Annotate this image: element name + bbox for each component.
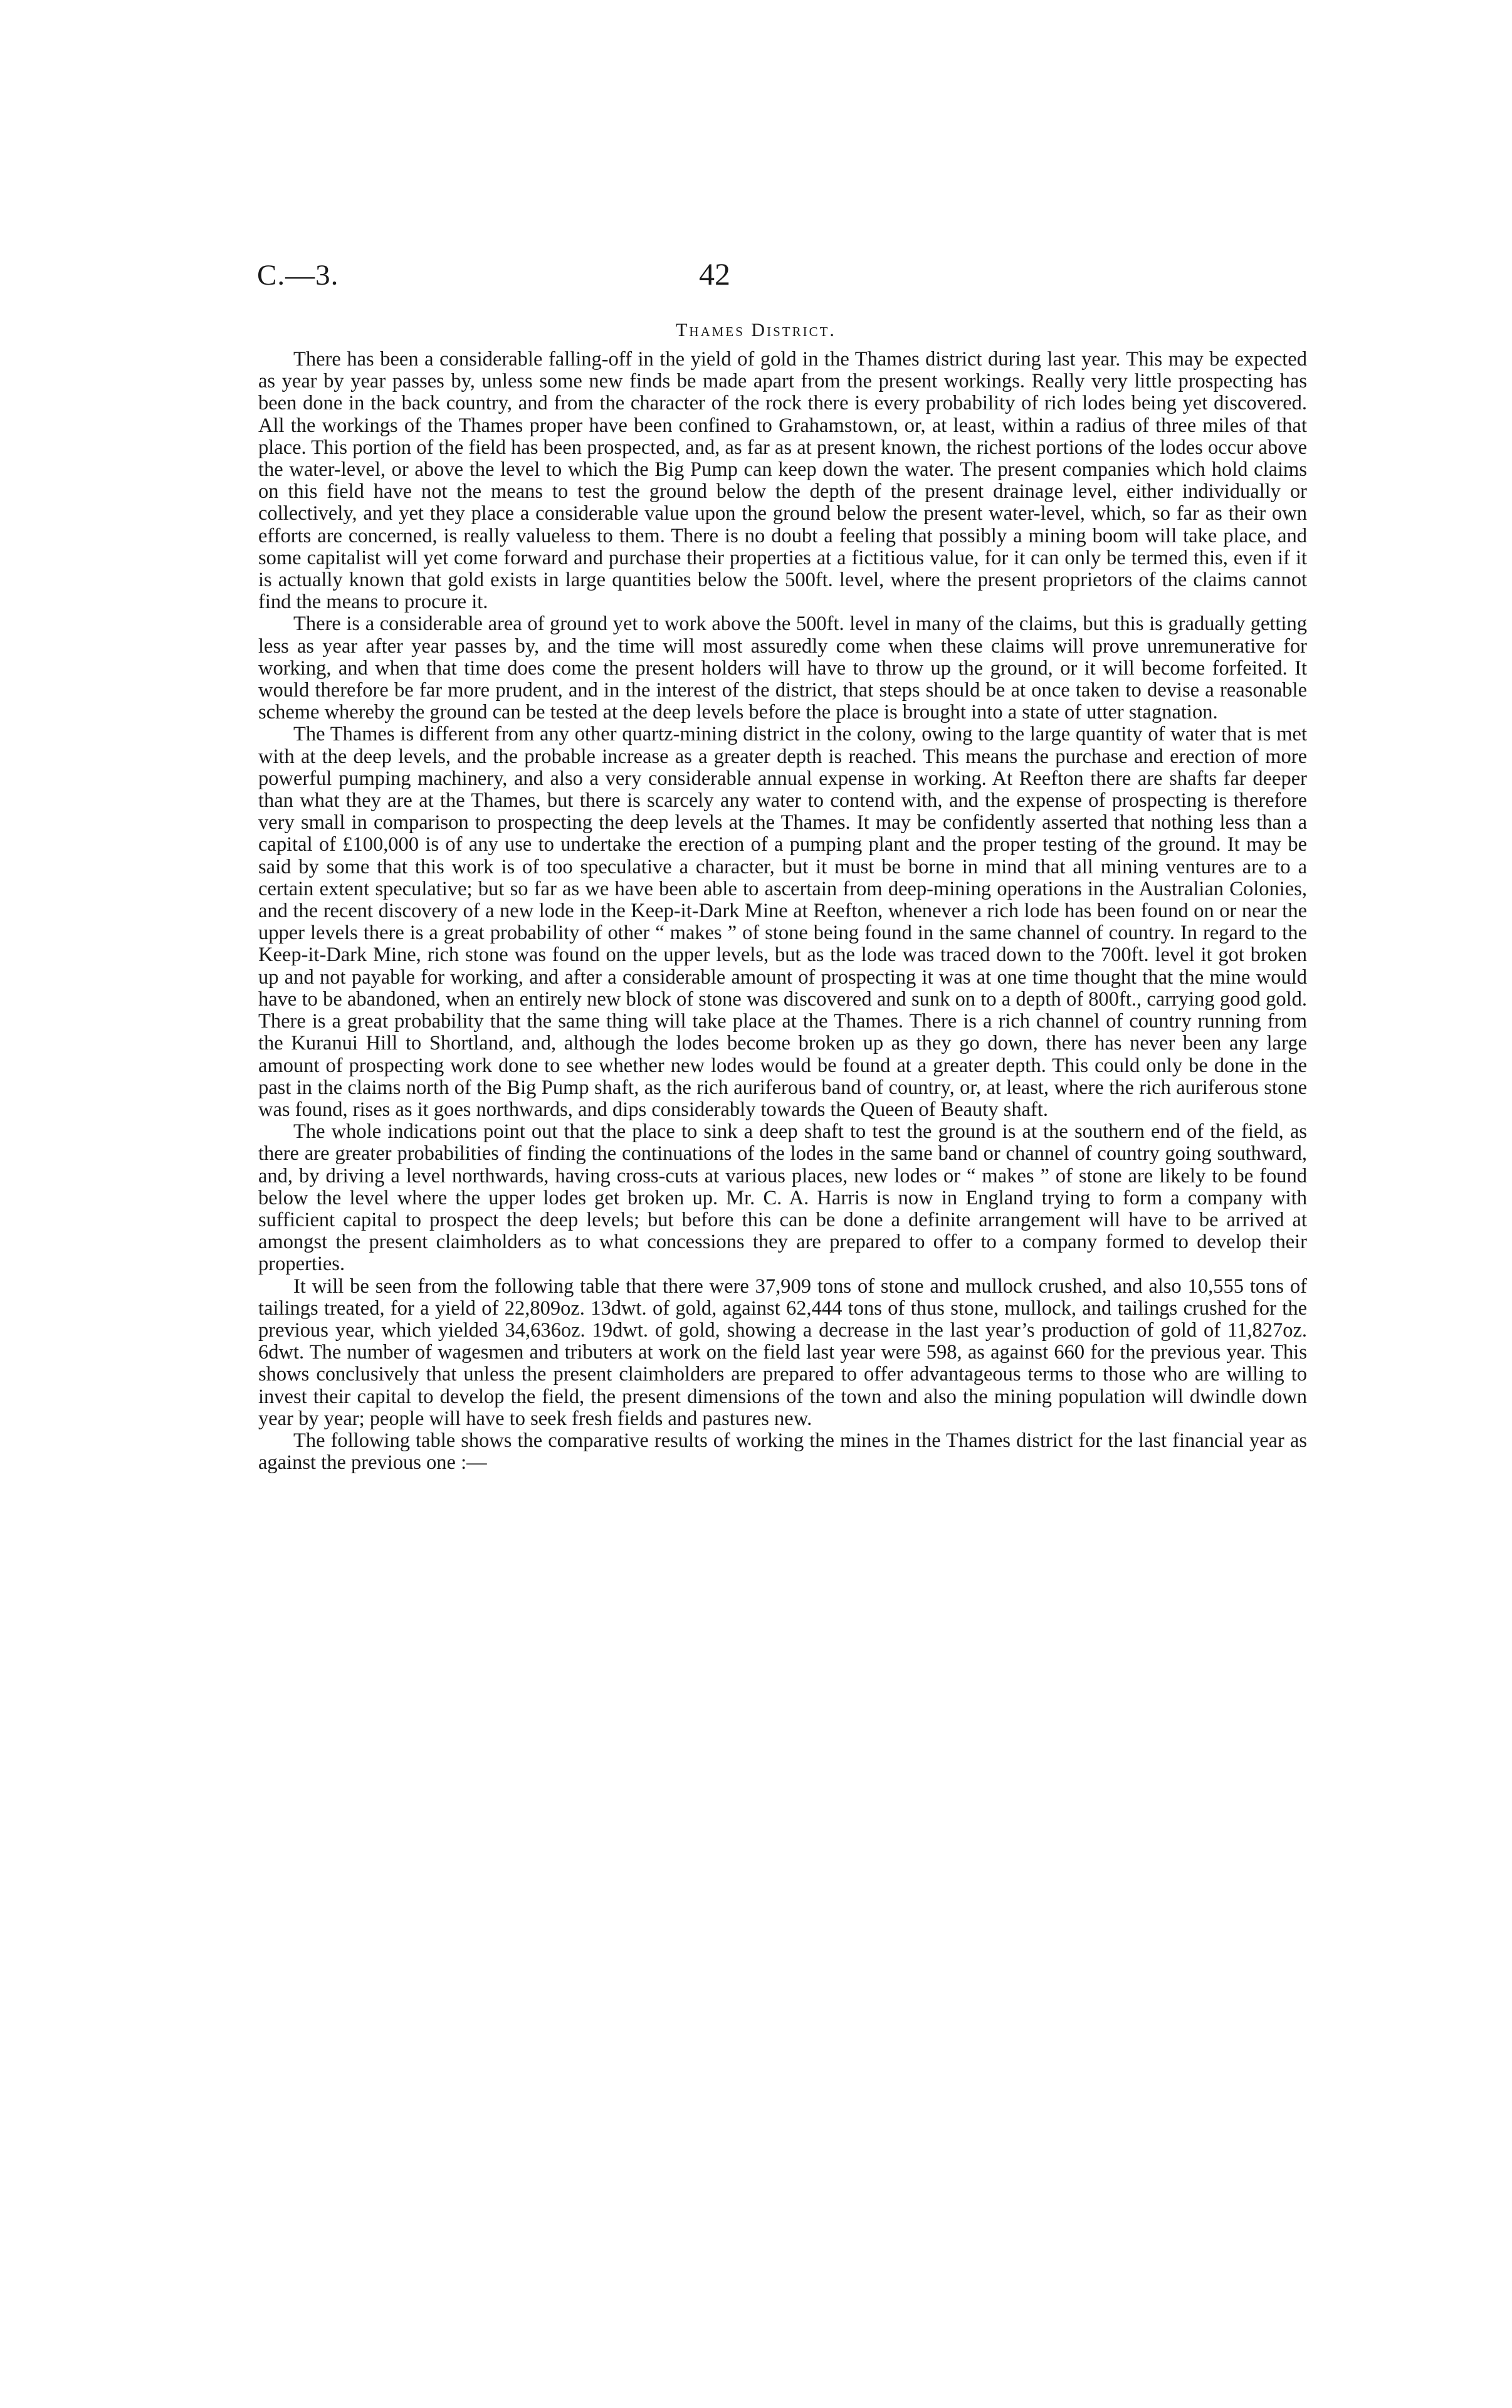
- paragraph-3: The Thames is different from any other quartz-mining district in the colony, owing to the large quantity of water that is met with at the deep levels, and the probable increase as a greater depth is reached. This means the purchase and erection of more powerful pumping machinery, and also a very considerable annual expense in working. At Reefton there are shafts far deeper than what they are at the Thames, but there is scarcely any water to contend with, and the expense of prospecting is therefore very small in comparison to prospecting the deep levels at the Thames. It may be confidently asserted that nothing less than a capital of £100,000 is of any use to undertake the erection of a pumping plant and the proper testing of the ground. It may be said by some that this work is of too speculative a character, but it must be borne in mind that all mining ventures are to a certain extent speculative; but so far as we have been able to ascertain from deep-mining operations in the Australian Colonies, and the recent discovery of a new lode in the Keep-it-Dark Mine at Reefton, whenever a rich lode has been found on or near the upper levels there is a great probability of other “ makes ” of stone being found in the same channel of country. In regard to the Keep-it-Dark Mine, rich stone was found on the upper levels, but as the lode was traced down to the 700ft. level it got broken up and not payable for working, and after a considerable amount of prospecting it was at one time thought that the mine would have to be abandoned, when an entirely new block of stone was discovered and sunk on to a depth of 800ft., carrying good gold. There is a great probability that the same thing will take place at the Thames. There is a rich channel of country running from the Kuranui Hill to Shortland, and, although the lodes become broken up as they go down, there has never been any large amount of prospecting work done to see whether new lodes would be found at a greater depth. This could only be done in the past in the claims north of the Big Pump shaft, as the rich auriferous band of country, or, at least, where the rich auriferous stone was found, rises as it goes northwards, and dips considerably towards the Queen of Beauty shaft.: [258, 723, 1307, 1121]
- paragraph-1: There has been a considerable falling-off in the yield of gold in the Thames district during last year. This may be expected as year by year passes by, unless some new finds be made apart from the present workings. Really very little prospecting has been done in the back country, and from the character of the rock there is every probability of rich lodes being yet discovered. All the workings of the Thames proper have been confined to Grahamstown, or, at least, within a radius of three miles of that place. This portion of the field has been prospected, and, as far as at present known, the richest portions of the lodes occur above the water-level, or above the level to which the Big Pump can keep down the water. The present companies which hold claims on this field have not the means to test the ground below the depth of the present drainage level, either individually or collectively, and yet they place a considerable value upon the ground below the present water-level, which, so far as their own efforts are concerned, is really valueless to them. There is no doubt a feeling that possibly a mining boom will take place, and some capitalist will yet come forward and purchase their properties at a fictitious value, for it can only be termed this, even if it is actually known that gold exists in large quantities below the 500ft. level, where the present proprietors of the claims cannot find the means to procure it.: [258, 348, 1307, 614]
- page-number: 42: [699, 256, 730, 292]
- document-reference: C.—3.: [257, 259, 339, 292]
- paragraph-4: The whole indications point out that the place to sink a deep shaft to test the ground is at the southern end of the field, as there are greater probabilities of finding the continuations of the lodes in the same band or channel of country going southward, and, by driving a level northwards, having cross-cuts at various places, new lodes or “ makes ” of stone are likely to be found below the level where the upper lodes get broken up. Mr. C. A. Harris is now in England trying to form a company with sufficient capital to prospect the deep levels; but before this can be done a definite arrangement will have to be arrived at amongst the present claimholders as to what concessions they are prepared to offer to a company formed to develop their properties.: [258, 1120, 1307, 1276]
- paragraph-2: There is a considerable area of ground yet to work above the 500ft. level in many of the claims, but this is gradually getting less as year after year passes by, and the time will most assuredly come when these claims will prove unremunerative for working, and when that time does come the present holders will have to throw up the ground, or it will become forfeited. It would therefore be far more prudent, and in the interest of the district, that steps should be at once taken to devise a reasonable scheme whereby the ground can be tested at the deep levels before the place is brought into a state of utter stagnation.: [258, 613, 1307, 724]
- body-text: [258, 349, 1307, 1474]
- paragraph-6: The following table shows the comparative results of working the mines in the Thames district for the last financial year as against the previous one :—: [258, 1429, 1307, 1475]
- paragraph-5: It will be seen from the following table that there were 37,909 tons of stone and mullock crushed, and also 10,555 tons of tailings treated, for a yield of 22,809oz. 13dwt. of gold, against 62,444 tons of thus stone, mullock, and tailings crushed for the previous year, which yielded 34,636oz. 19dwt. of gold, showing a decrease in the last year’s production of gold of 11,827oz. 6dwt. The number of wagesmen and tributers at work on the field last year were 598, as against 660 for the previous year. This shows conclusively that unless the present claimholders are prepared to offer advantageous terms to those who are willing to invest their capital to develop the field, the present dimensions of the town and also the mining population will dwindle down year by year; people will have to seek fresh fields and pastures new.: [258, 1275, 1307, 1430]
- section-title: Thames District.: [676, 320, 836, 340]
